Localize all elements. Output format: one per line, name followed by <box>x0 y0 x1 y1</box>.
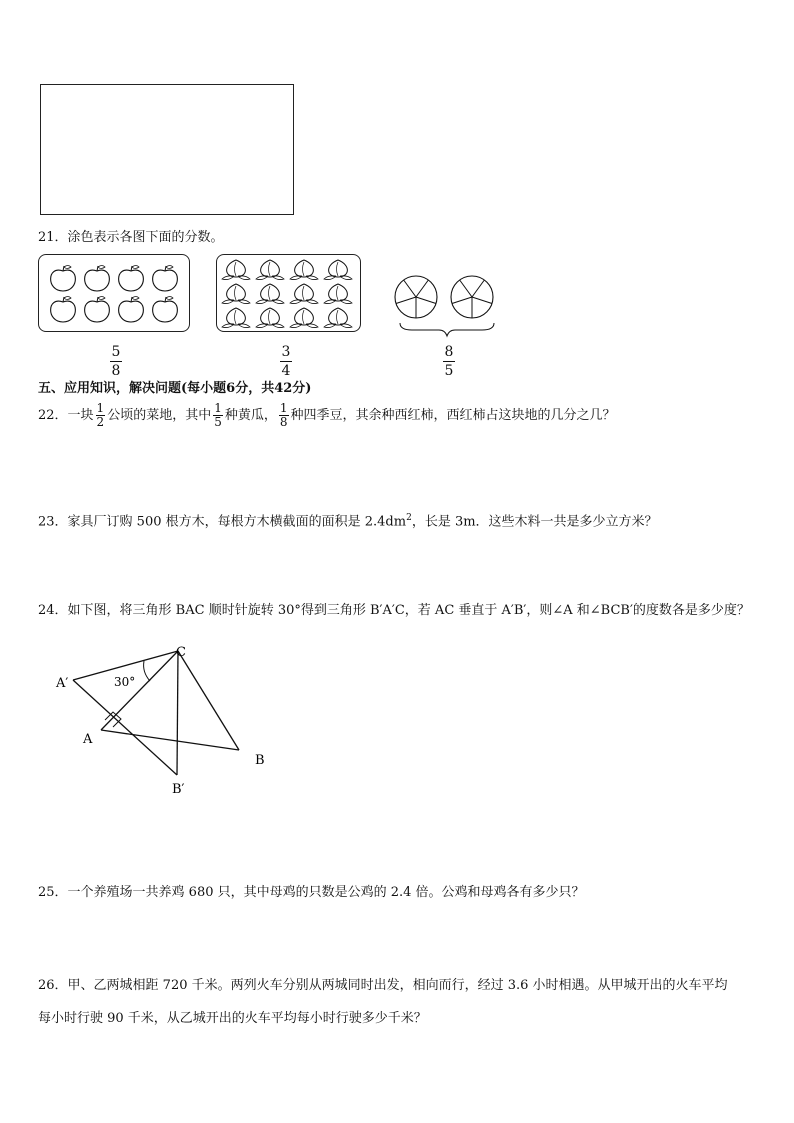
apple-icon <box>51 297 76 323</box>
rotation-triangle-diagram <box>50 640 280 800</box>
q24-text: 24．如下图，将三角形 BAC 顺时针旋转 30°得到三角形 B′A′C，若 AC 垂直于 A′B′，则∠A 和∠BCB′的度数各是多少度？ <box>38 603 750 618</box>
fraction-denominator: 8 <box>111 363 121 379</box>
apple-group-box <box>38 254 190 332</box>
label-b: B <box>255 753 265 768</box>
fraction-numerator: 1 <box>279 401 288 415</box>
peach-icon <box>256 284 284 304</box>
peach-icon <box>256 308 284 328</box>
fraction-denominator: 5 <box>214 415 222 429</box>
label-a-prime: A′ <box>56 676 69 691</box>
q22-part4: 种四季豆，其余种西红柿，西红柿占这块地的几分之几？ <box>290 407 616 423</box>
apple-icon <box>119 297 144 323</box>
peach-icon <box>290 308 318 328</box>
segment-c-b-prime <box>177 651 178 775</box>
fraction-bar <box>280 361 292 362</box>
q23-part2: ，长是 3m．这些木料一共是多少立方米？ <box>411 514 658 530</box>
fraction-bar <box>443 361 455 362</box>
peach-icon <box>222 284 250 304</box>
label-a: A <box>83 732 93 747</box>
apple-icon <box>119 266 144 292</box>
answer-box <box>40 84 294 215</box>
q22-fraction-2 <box>213 402 223 429</box>
apple-icon <box>85 266 110 292</box>
fraction-denominator: 4 <box>281 363 291 379</box>
peach-icon <box>324 260 352 280</box>
peach-group-box <box>216 254 361 332</box>
segment-c-b <box>178 651 239 750</box>
brace <box>400 323 494 336</box>
circle-5-parts-icon <box>451 276 493 318</box>
circle-pair <box>392 270 502 338</box>
fraction-denominator: 8 <box>279 415 288 429</box>
apple-grid <box>39 255 189 331</box>
fraction-numerator: 3 <box>281 344 291 360</box>
label-c: C <box>176 645 186 660</box>
apple-icon <box>153 266 178 292</box>
q25-text: 25．一个养殖场一共养鸡 680 只，其中母鸡的只数是公鸡的 2.4 倍。公鸡和母鸡各有多少只？ <box>38 885 585 900</box>
fraction-8-5 <box>443 344 455 379</box>
apple-icon <box>85 297 110 323</box>
q26-line1: 26．甲、乙两城相距 720 千米。两列火车分别从两城同时出发，相向而行，经过 3.6 小时相遇。从甲城开出的火车平均 <box>38 978 728 993</box>
peach-icon <box>256 260 284 280</box>
segment-a-b <box>101 730 239 750</box>
q23-text <box>38 509 658 531</box>
fraction-denominator: 5 <box>444 363 454 379</box>
segment-a-prime-b-prime <box>73 680 177 775</box>
segment-a-c <box>101 651 178 730</box>
fraction-numerator: 1 <box>96 401 105 415</box>
circle-5-parts-icon <box>395 276 437 318</box>
apple-icon <box>153 297 178 323</box>
label-b-prime: B′ <box>172 782 185 797</box>
peach-grid <box>217 255 360 331</box>
fraction-3-4 <box>280 344 292 379</box>
section-5-heading: 五、应用知识，解决问题(每小题6分，共42分) <box>38 381 312 396</box>
q22-part2: 公顷的菜地，其中 <box>107 407 212 423</box>
fraction-denominator: 2 <box>96 415 105 429</box>
fraction-numerator: 1 <box>214 401 222 415</box>
fraction-numerator: 8 <box>444 344 454 360</box>
peach-icon <box>324 308 352 328</box>
angle-arc <box>144 661 150 681</box>
right-angle-mark <box>105 712 121 727</box>
q23-superscript: 2 <box>406 513 412 523</box>
peach-icon <box>222 308 250 328</box>
q22-part1: 22．一块 <box>38 407 94 423</box>
q26-line2: 每小时行驶 90 千米，从乙城开出的火车平均每小时行驶多少千米？ <box>38 1011 427 1026</box>
q22-fraction-1 <box>96 402 106 429</box>
q22-part3: 种黄瓜， <box>224 407 277 423</box>
apple-icon <box>51 266 76 292</box>
q22-text <box>38 402 616 429</box>
peach-icon <box>290 260 318 280</box>
angle-label: 30° <box>114 675 136 689</box>
fraction-bar <box>110 361 122 362</box>
peach-icon <box>290 284 318 304</box>
fraction-5-8 <box>110 344 122 379</box>
q23-part1: 23．家具厂订购 500 根方木，每根方木横截面的面积是 2.4dm <box>38 514 407 530</box>
fraction-numerator: 5 <box>111 344 121 360</box>
q22-fraction-3 <box>279 402 289 429</box>
q21-text: 21．涂色表示各图下面的分数。 <box>38 230 224 245</box>
peach-icon <box>324 284 352 304</box>
peach-icon <box>222 260 250 280</box>
